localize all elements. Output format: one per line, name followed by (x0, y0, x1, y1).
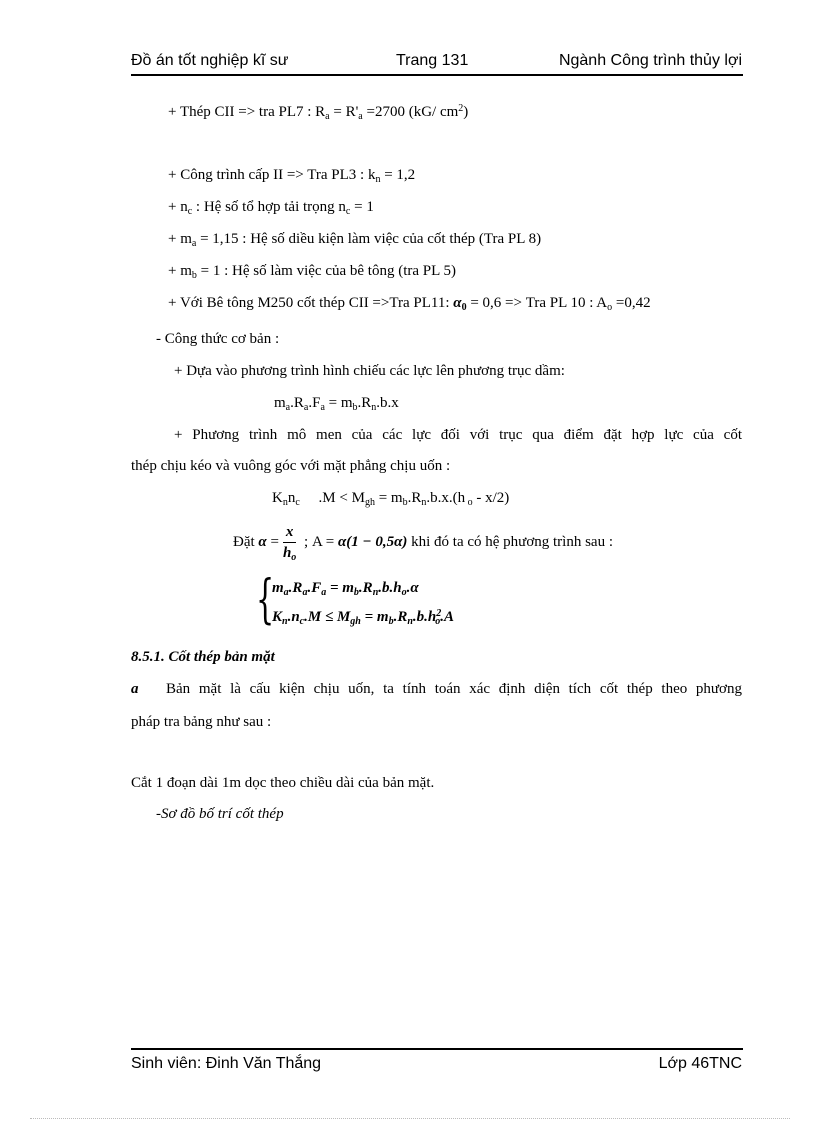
system-brace: { (256, 570, 275, 630)
line-moment-2: thép chịu kéo và vuông góc với mặt phẳng chịu uốn : (131, 458, 451, 474)
paragraph-label-a: a (131, 681, 139, 697)
system-equation-1: $m_a.R_a.F_a = m_b.R_n.b.h_o.\alpha$ (272, 580, 419, 598)
page-edge-dots (30, 1118, 790, 1119)
paragraph-deck-2: pháp tra bảng như sau : (131, 714, 272, 730)
footer-right: Lớp 46TNC (658, 1055, 742, 1072)
paragraph-diagram-caption: -Sơ đồ bố trí cốt thép (156, 806, 284, 822)
equation-moment: $K_nn_c$ $.M < M_{gh} = m_b.R_n.b.x.(h$ $_o$ - x/2) (272, 490, 510, 508)
line-ma: + $m_a = 1,15$ : Hệ số diều kiện làm việc của cốt thép (Tra PL 8) (168, 231, 542, 249)
line-nc: + $n_c$ : Hệ số tổ hợp tải trọng $n_c = 1$ (168, 199, 374, 217)
header-rule (131, 74, 743, 76)
header-left: Đồ án tốt nghiệp kĩ sư (131, 52, 289, 69)
line-basic-formula: - Công thức cơ bản : (156, 331, 280, 347)
paragraph-cut: Cắt 1 đoạn dài 1m dọc theo chiều dài của bản mặt. (131, 775, 435, 791)
header-page-number: Trang 131 (396, 52, 469, 69)
line-construction-class: + Công trình cấp II => Tra PL3 : $k_n = 1,2$ (168, 167, 416, 185)
footer-left: Sinh viên: Đinh Văn Thắng (131, 1055, 322, 1072)
line-steel-cii: + Thép CII => tra PL7 : $R_a = R'_a =2700$ (kG/ $cm^2$) (168, 103, 469, 122)
footer-rule (131, 1048, 743, 1050)
line-mb: + $m_b = 1$ : Hệ số làm việc của bê tông (tra PL 5) (168, 263, 456, 281)
line-m250: + Với Bê tông M250 cốt thép CII =>Tra PL11: $\alpha_0 = 0,6$ => Tra PL 10 : $A_o =0,42$ (168, 295, 651, 313)
section-heading: 8.5.1. Cốt thép bản mặt (131, 649, 275, 665)
line-moment-1: + Phương trình mô men của các lực đối với trục qua điểm đặt hợp lực của cốt (174, 427, 742, 443)
line-projection: + Dựa vào phương trình hình chiếu các lực lên phương trục dầm: (174, 363, 565, 379)
alpha-fraction: $\frac{x}{h_o}$ (282, 524, 297, 563)
equation-define-alpha: Đặt α = $\frac{x}{h_o}$ ; A = α(1 − 0,5α) khi đó ta có hệ phương trình sau : (233, 524, 613, 563)
system-equation-2: $K_n.n_c.M \le M_{gh} = m_b.R_n.b.h^2_o.A$ (272, 608, 455, 627)
paragraph-deck-1: Bản mặt là cấu kiện chịu uốn, ta tính toán xác định diện tích cốt thép theo phương (166, 681, 742, 697)
equation-projection: $m_a.R_a.F_a = m_b.R_n.b.x$ (274, 395, 399, 413)
header-right: Ngành Công trình thủy lợi (558, 52, 742, 69)
